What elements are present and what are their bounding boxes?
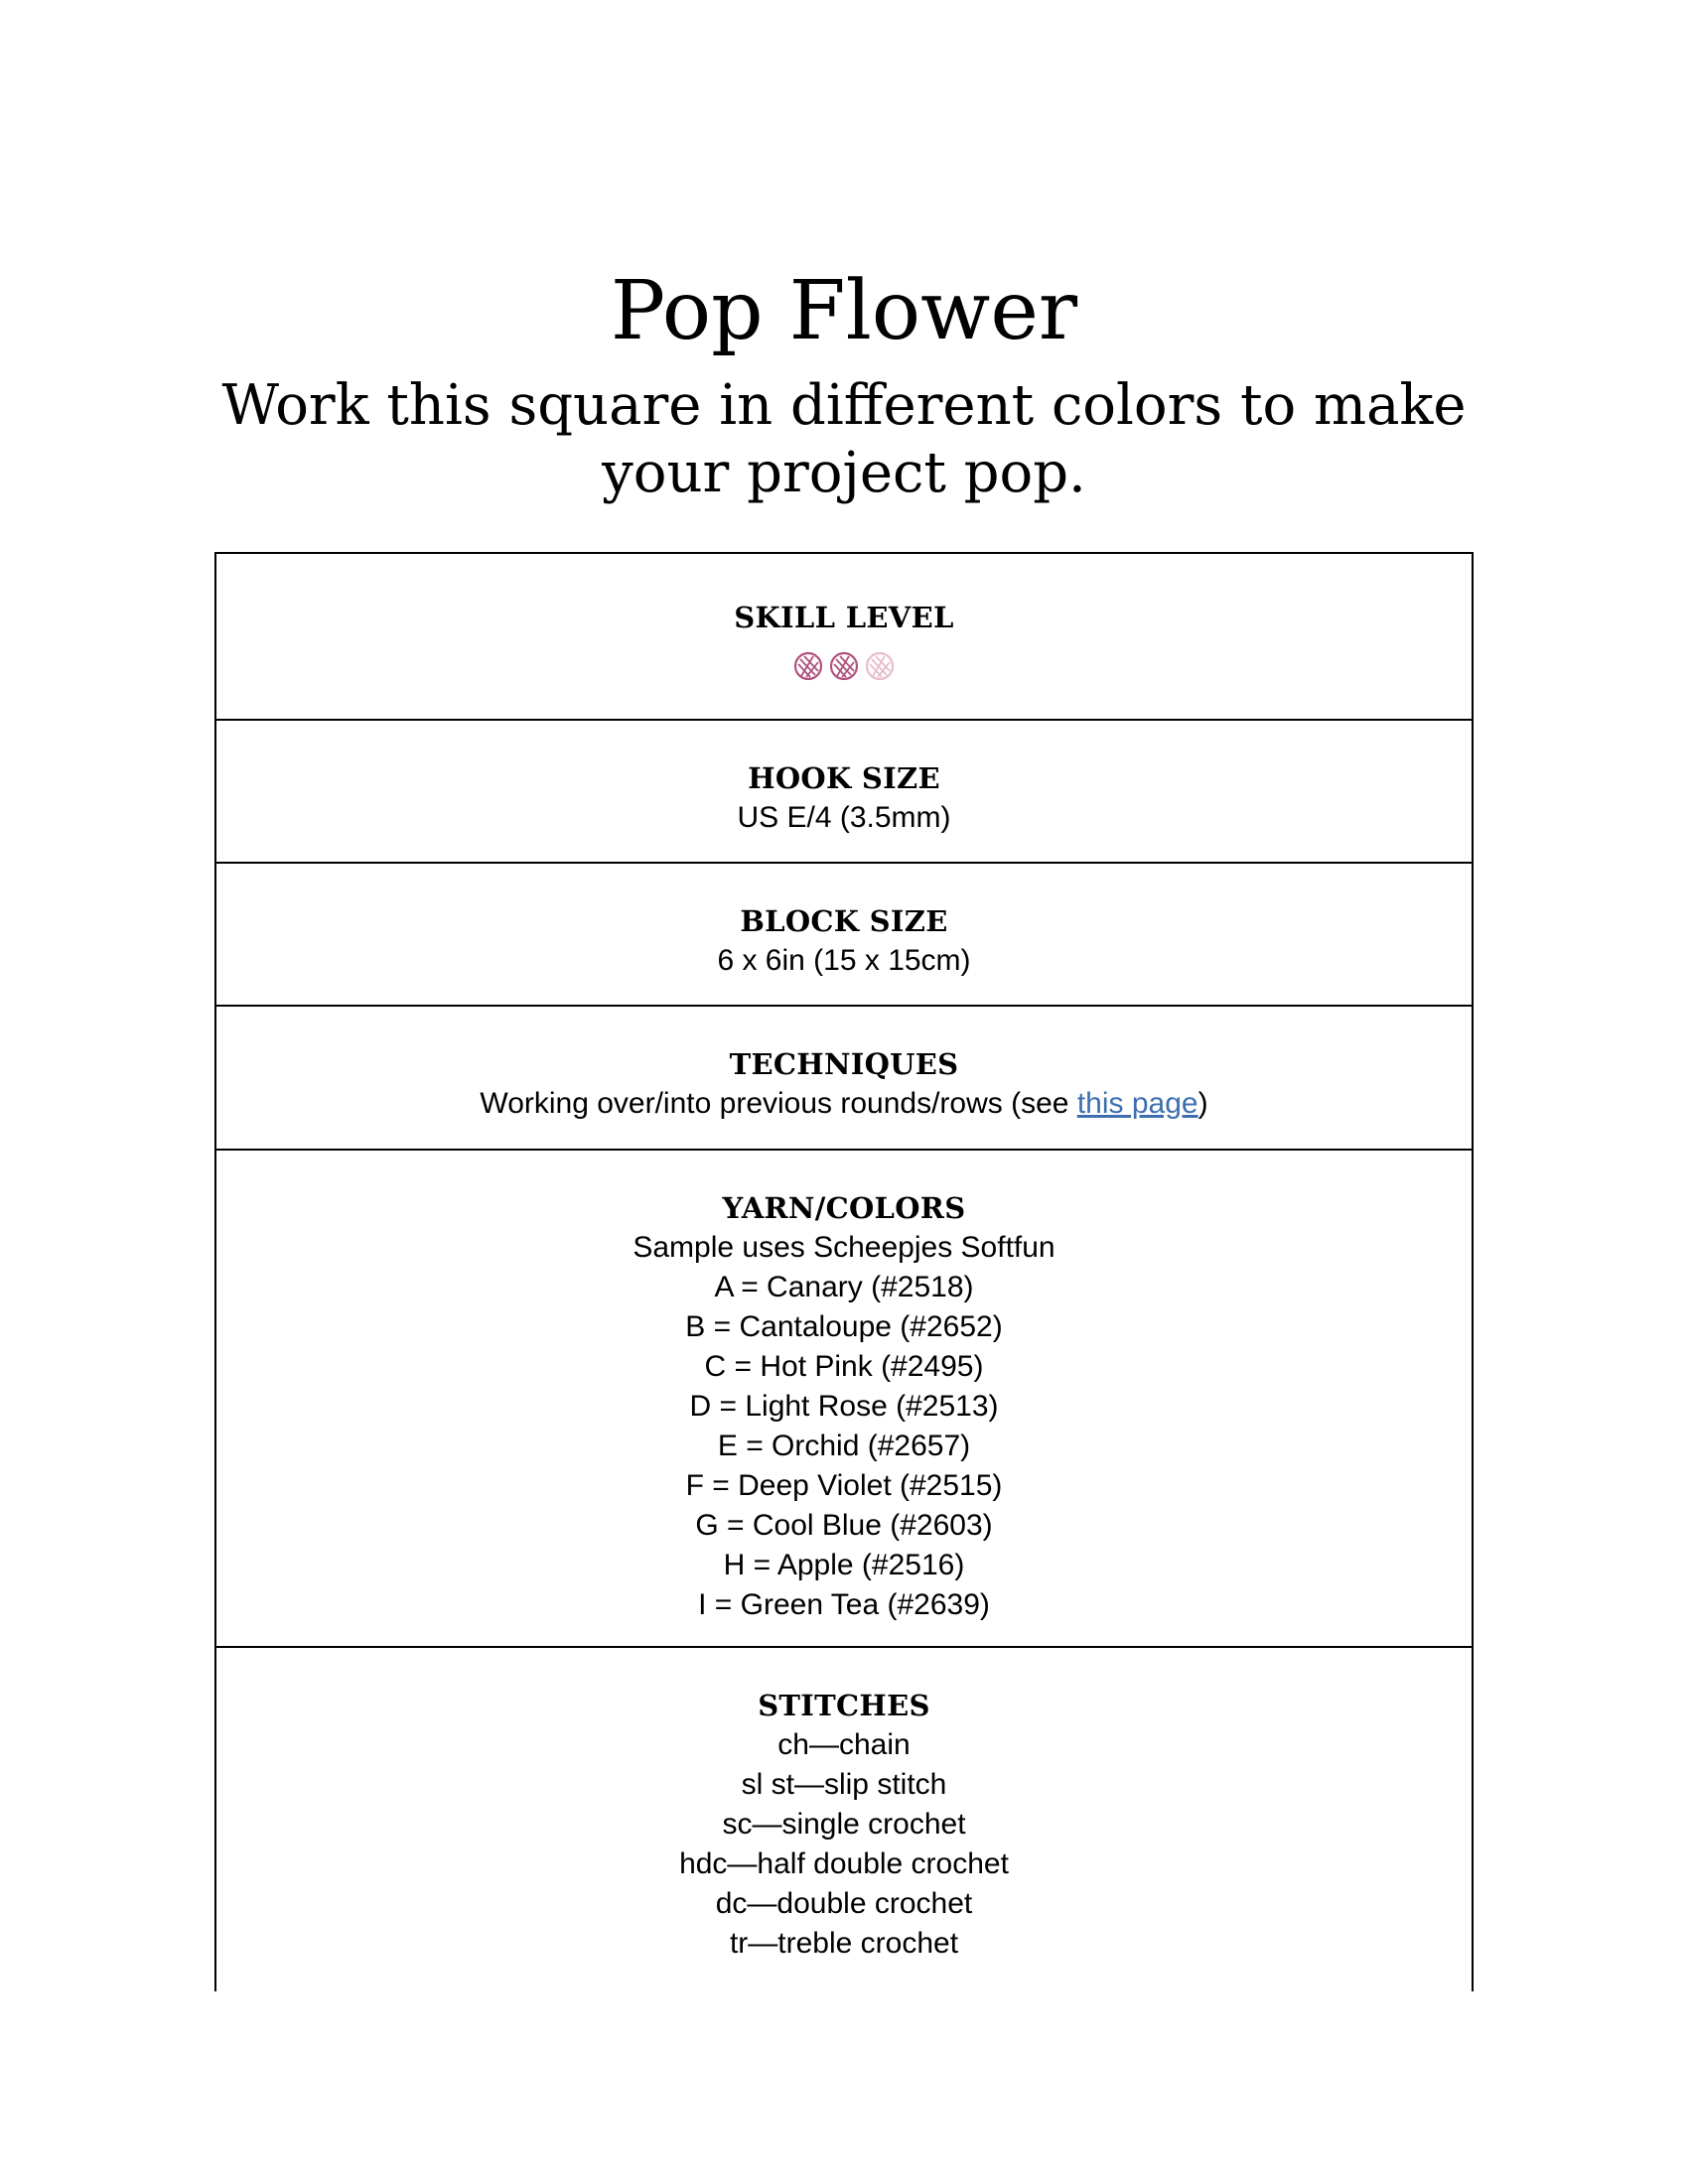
- skill-level-label: SKILL LEVEL: [734, 601, 954, 634]
- block-size-value: 6 x 6in (15 x 15cm): [717, 944, 971, 977]
- techniques-suffix: ): [1197, 1087, 1208, 1120]
- yarn-ball-icon: [865, 651, 895, 681]
- yarn-ball-icon: [793, 651, 823, 681]
- techniques-value: [216, 1084, 1472, 1124]
- yarn-color-item: E = Orchid (#2657): [717, 1430, 971, 1462]
- stitch-item: sl st—slip stitch: [741, 1768, 947, 1801]
- yarn-color-item: D = Light Rose (#2513): [689, 1390, 999, 1423]
- techniques-text: Working over/into previous rounds/rows (see: [480, 1087, 1077, 1120]
- techniques-row: [216, 1007, 1472, 1151]
- yarn-ball-icon: [829, 651, 859, 681]
- stitches-label: STITCHES: [758, 1689, 930, 1722]
- hook-size-label: HOOK SIZE: [748, 761, 940, 795]
- hook-size-value: US E/4 (3.5mm): [737, 801, 951, 834]
- yarn-color-item: G = Cool Blue (#2603): [695, 1509, 993, 1542]
- block-size-row: [216, 864, 1472, 1007]
- stitch-item: sc—single crochet: [722, 1808, 966, 1841]
- stitches-row: [216, 1648, 1472, 1964]
- techniques-label: TECHNIQUES: [729, 1047, 959, 1081]
- yarn-colors-row: [216, 1151, 1472, 1648]
- stitch-item: ch—chain: [777, 1728, 911, 1761]
- stitch-item: hdc—half double crochet: [679, 1847, 1009, 1880]
- yarn-colors-label: YARN/COLORS: [722, 1191, 966, 1225]
- yarn-intro: Sample uses Scheepjes Softfun: [633, 1231, 1055, 1264]
- block-size-label: BLOCK SIZE: [740, 904, 948, 938]
- yarn-color-item: C = Hot Pink (#2495): [704, 1350, 984, 1383]
- skill-level-indicator: [216, 651, 1472, 681]
- techniques-page-link[interactable]: this page: [1076, 1087, 1198, 1120]
- skill-level-row: [216, 554, 1472, 721]
- yarn-color-item: I = Green Tea (#2639): [698, 1588, 990, 1621]
- pattern-info-table: [214, 552, 1474, 1991]
- yarn-color-item: A = Canary (#2518): [714, 1271, 974, 1303]
- page-subtitle: Work this square in different colors to make your project pop.: [221, 373, 1467, 505]
- yarn-color-item: F = Deep Violet (#2515): [685, 1469, 1003, 1502]
- yarn-color-item: B = Cantaloupe (#2652): [685, 1310, 1003, 1343]
- yarn-color-item: H = Apple (#2516): [723, 1549, 965, 1581]
- stitch-item: tr—treble crochet: [729, 1927, 959, 1960]
- page-title: Pop Flower: [610, 264, 1078, 358]
- hook-size-row: [216, 721, 1472, 864]
- stitch-item: dc—double crochet: [715, 1887, 973, 1920]
